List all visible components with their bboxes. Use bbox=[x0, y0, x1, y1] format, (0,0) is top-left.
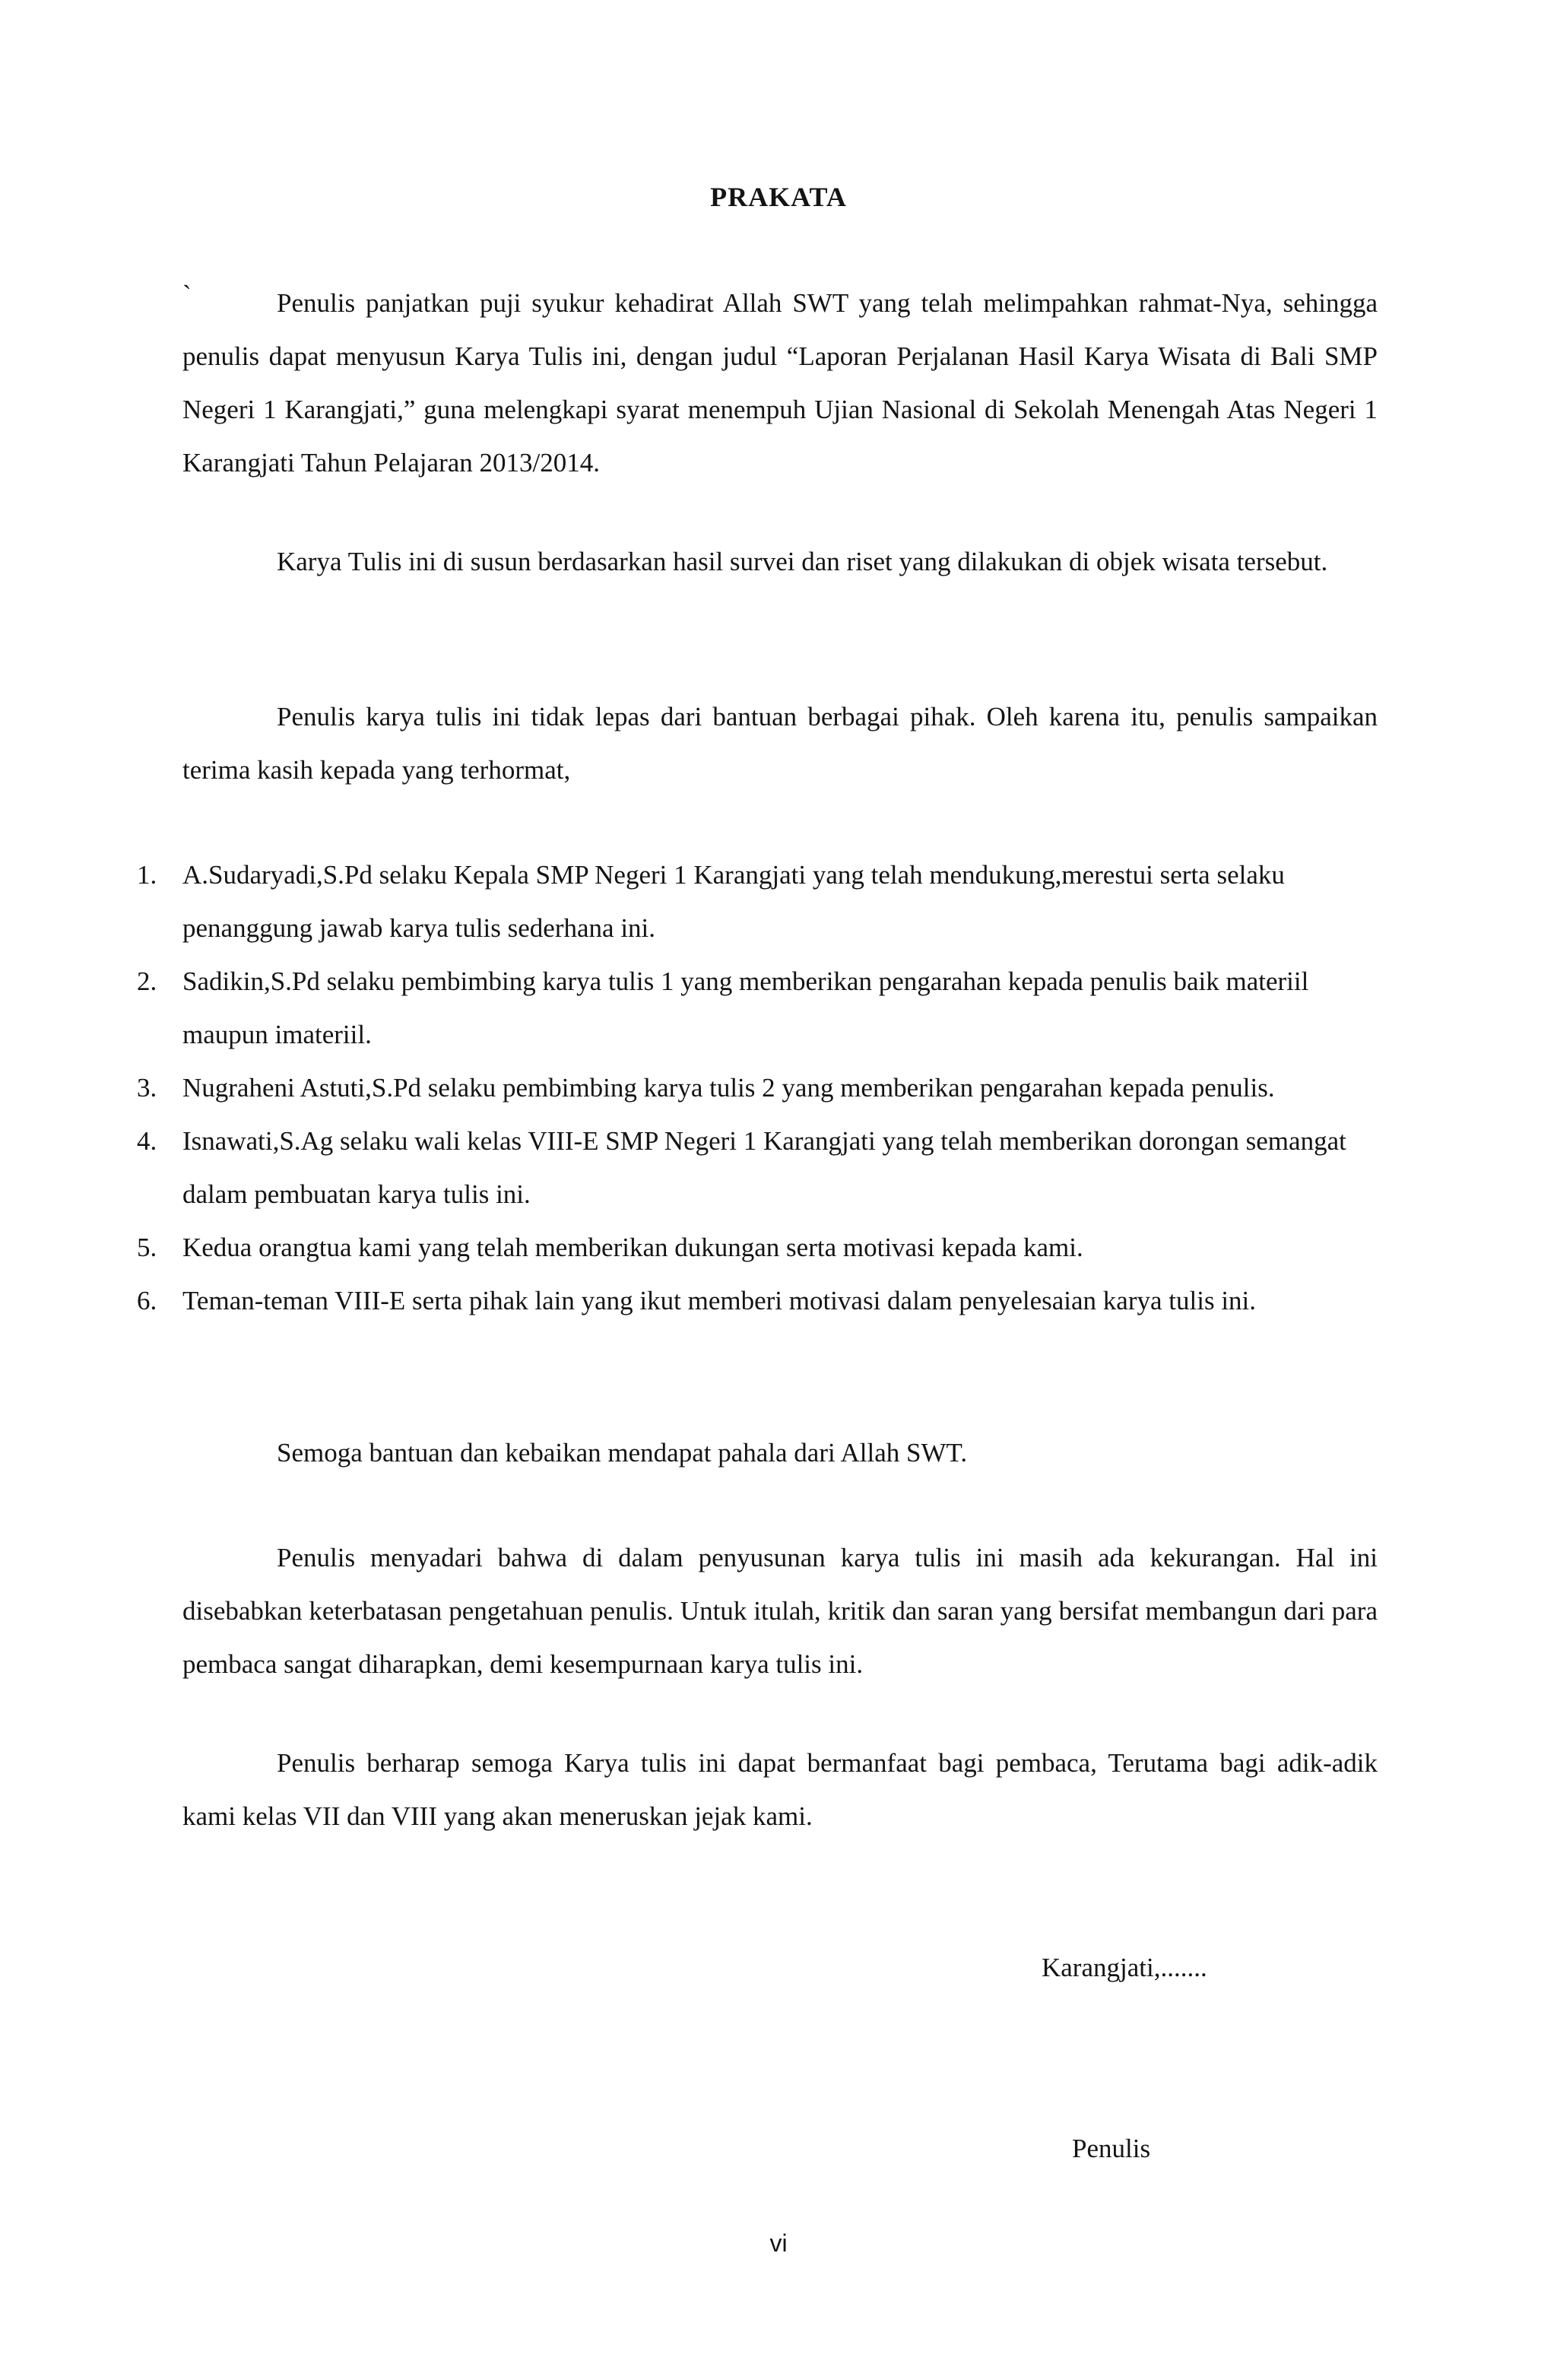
list-item bbox=[128, 955, 1378, 1061]
hope-paragraph: Penulis berharap semoga Karya tulis ini dapat bermanfaat bagi pembaca, Terutama bagi adik-adik kami kelas VII dan VIII yang akan meneruskan jejak kami. bbox=[182, 1748, 1378, 1831]
list-item bbox=[128, 849, 1378, 955]
thanks-paragraph: Penulis karya tulis ini tidak lepas dari bantuan berbagai pihak. Oleh karena itu, penulis sampaikan terima kasih kepada yang terhormat, bbox=[182, 702, 1378, 785]
acknowledgement-list bbox=[128, 849, 1378, 1328]
list-item bbox=[128, 1115, 1378, 1221]
list-item-number: 6. bbox=[137, 1286, 157, 1315]
list-item-text: Sadikin,S.Pd selaku pembimbing karya tulis 1 yang memberikan pengarahan kepada penulis baik materiil maupun imateriil. bbox=[182, 966, 1309, 1049]
list-item-text: Teman-teman VIII-E serta pihak lain yang ikut memberi motivasi dalam penyelesaian karya tulis ini. bbox=[182, 1286, 1257, 1315]
list-item-text: Isnawati,S.Ag selaku wali kelas VIII-E SMP Negeri 1 Karangjati yang telah memberikan dorongan semangat dalam pembuatan karya tulis ini. bbox=[182, 1126, 1346, 1209]
place-date: Karangjati,....... bbox=[1042, 1953, 1207, 1982]
stray-tick-mark: ` bbox=[182, 280, 192, 309]
page-title: PRAKATA bbox=[710, 182, 847, 212]
signature-label: Penulis bbox=[1072, 2134, 1151, 2163]
blessing-paragraph: Semoga bantuan dan kebaikan mendapat pahala dari Allah SWT. bbox=[277, 1438, 968, 1468]
shortcoming-paragraph: Penulis menyadari bahwa di dalam penyusunan karya tulis ini masih ada kekurangan. Hal ini disebabkan keterbatasan pengetahuan penulis. Untuk itulah, kritik dan saran yang bersifat membangun dari para pembaca sangat diharapkan, demi kesempurnaan karya tulis ini. bbox=[182, 1543, 1378, 1679]
page-number: vi bbox=[769, 2229, 788, 2257]
list-item-number: 4. bbox=[137, 1126, 157, 1156]
list-item bbox=[128, 1274, 1378, 1328]
intro-paragraph: Penulis panjatkan puji syukur kehadirat Allah SWT yang telah melimpahkan rahmat-Nya, sehingga penulis dapat menyusun Karya Tulis ini, dengan judul “Laporan Perjalanan Hasil Karya Wisata di Bali SMP Negeri 1 Karangjati,” guna melengkapi syarat menempuh Ujian Nasional di Sekolah Menengah Atas Negeri 1 Karangjati Tahun Pelajaran 2013/2014. bbox=[182, 288, 1378, 478]
survey-paragraph: Karya Tulis ini di susun berdasarkan hasil survei dan riset yang dilakukan di objek wisata tersebut. bbox=[277, 547, 1328, 576]
list-item-number: 1. bbox=[137, 860, 157, 890]
list-item-text: A.Sudaryadi,S.Pd selaku Kepala SMP Negeri 1 Karangjati yang telah mendukung,merestui serta selaku penanggung jawab karya tulis sederhana ini. bbox=[182, 860, 1285, 943]
list-item bbox=[128, 1061, 1378, 1115]
list-item bbox=[128, 1221, 1378, 1274]
list-item-number: 5. bbox=[137, 1233, 157, 1262]
list-item-text: Nugraheni Astuti,S.Pd selaku pembimbing karya tulis 2 yang memberikan pengarahan kepada penulis. bbox=[182, 1073, 1275, 1103]
list-item-number: 2. bbox=[137, 966, 157, 996]
list-item-number: 3. bbox=[137, 1073, 157, 1103]
list-item-text: Kedua orangtua kami yang telah memberikan dukungan serta motivasi kepada kami. bbox=[182, 1233, 1083, 1262]
